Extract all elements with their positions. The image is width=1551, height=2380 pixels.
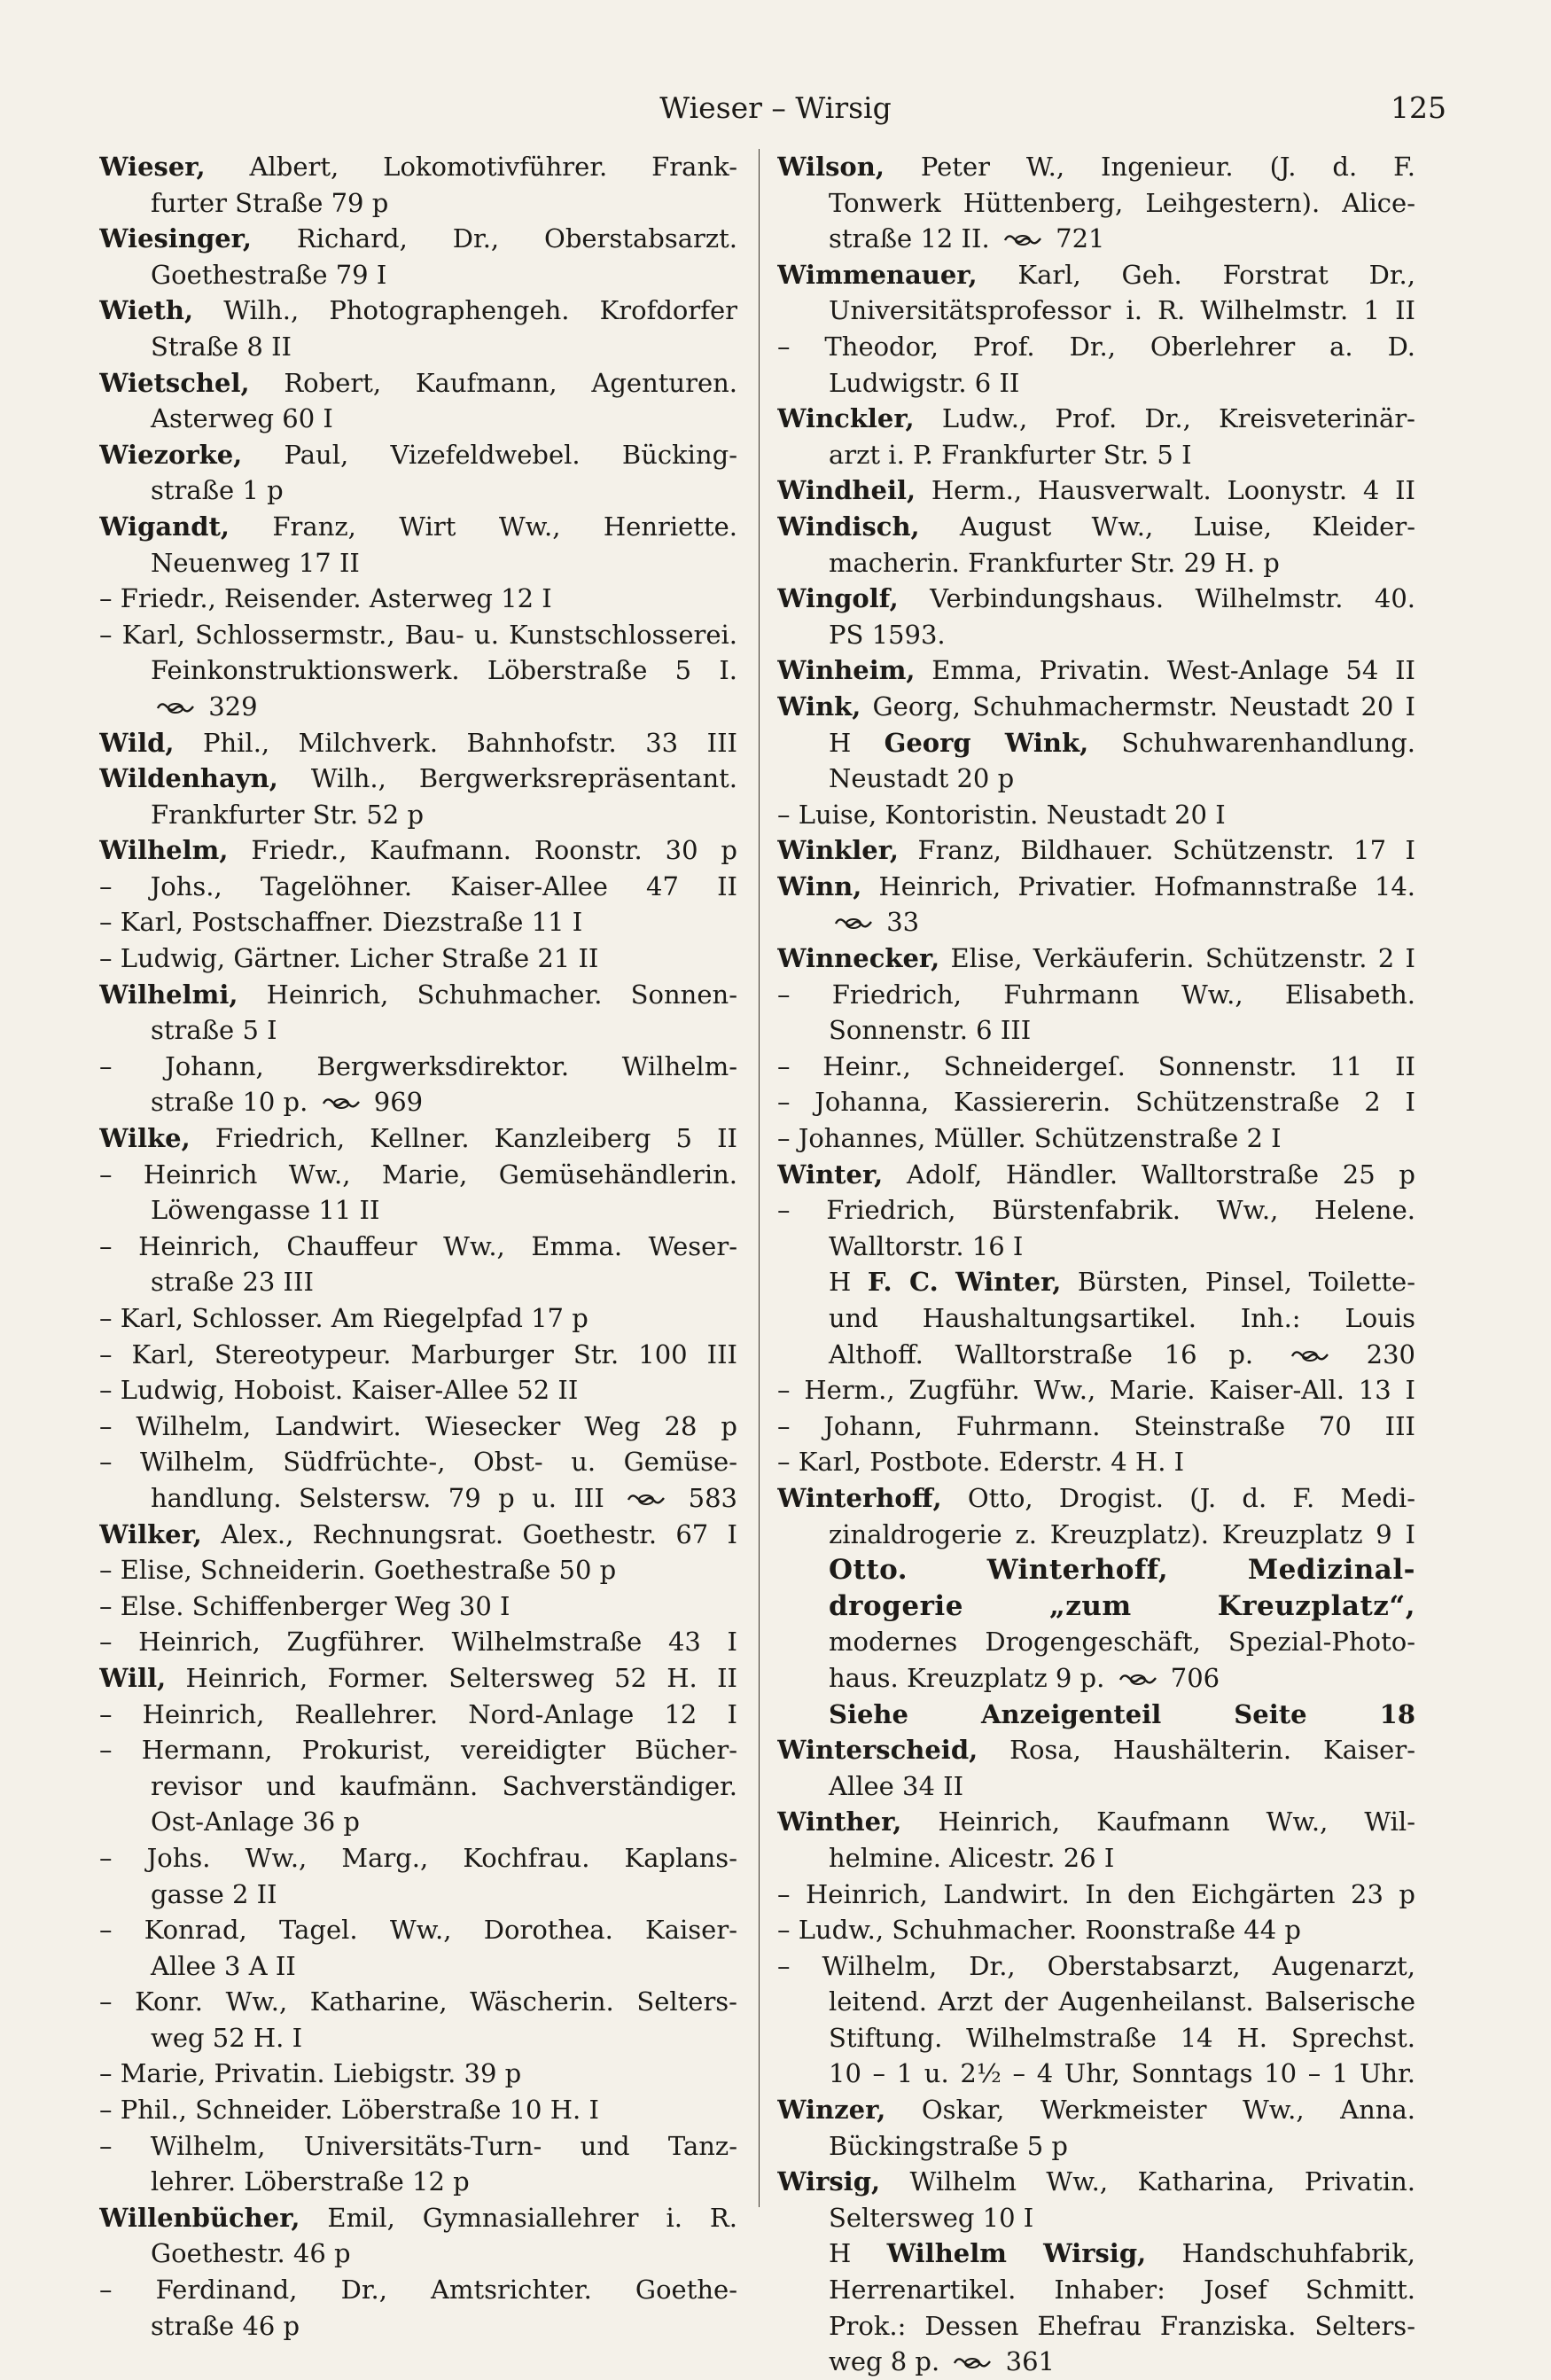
entry-line: Universitätsprofessor i. R. Wilhelmstr. 1 II <box>829 295 1415 326</box>
entry-line: Winther, Heinrich, Kaufmann Ww., Wil- <box>777 1806 1415 1838</box>
column-divider <box>759 149 760 2207</box>
entry-line: – Johs., Tagelöhner. Kaiser-Allee 47 II <box>99 870 737 901</box>
entry-line: weg 52 H. I <box>151 2022 303 2053</box>
page-number: 125 <box>1391 90 1446 125</box>
telephone-icon <box>627 1491 666 1509</box>
entry-line: Siehe Anzeigenteil Seite 18 <box>829 1698 1415 1729</box>
entry-line: zinaldrogerie z. Kreuzplatz). Kreuzplatz 9 I <box>829 1518 1415 1549</box>
entry-line: – Friedrich, Bürstenfabrik. Ww., Helene. <box>777 1195 1415 1226</box>
telephone-icon <box>834 915 873 932</box>
entry-line: – Heinrich Ww., Marie, Gemüsehändlerin. <box>99 1159 737 1190</box>
entry-line: – Karl, Postbote. Ederstr. 4 H. I <box>777 1447 1185 1478</box>
entry-line: – Karl, Postschaffner. Diezstraße 11 I <box>99 907 583 938</box>
right-column <box>777 149 1415 2380</box>
entry-line: – Johannes, Müller. Schützenstraße 2 I <box>777 1123 1282 1154</box>
entry-line: – Heinrich, Zugführer. Wilhelmstraße 43 I <box>99 1627 737 1658</box>
entry-line: – Ludwig, Gärtner. Licher Straße 21 II <box>99 943 599 974</box>
entry-line: Winkler, Franz, Bildhauer. Schützenstr. 17 I <box>777 835 1415 866</box>
entry-line: und Haushaltungsartikel. Inh.: Louis <box>829 1303 1415 1333</box>
entry-line: Otto. Winterhoff, Medizinal- <box>829 1554 1415 1587</box>
entry-line: Wild, Phil., Milchverk. Bahnhofstr. 33 III <box>99 727 737 758</box>
telephone-icon <box>156 699 195 717</box>
entry-line: Stiftung. Wilhelmstraße 14 H. Sprechst. <box>829 2022 1415 2053</box>
telephone-icon <box>322 1095 361 1112</box>
entry-line: Wieser, Albert, Lokomotivführer. Frank- <box>99 152 737 182</box>
left-column <box>99 149 737 2344</box>
entry-line: – Karl, Schlossermstr., Bau- u. Kunstschlosserei. <box>99 619 737 650</box>
entry-line: Wilker, Alex., Rechnungsrat. Goethestr. 67 I <box>99 1518 737 1549</box>
entry-line: – Ferdinand, Dr., Amtsrichter. Goethe- <box>99 2275 737 2306</box>
entry-line: – Theodor, Prof. Dr., Oberlehrer a. D. <box>777 331 1415 362</box>
entry-line: Löwengasse 11 II <box>151 1195 380 1226</box>
entry-line: handlung. Selstersw. 79 p u. III 583 <box>151 1482 737 1513</box>
entry-line: Bückingstraße 5 p <box>829 2130 1068 2161</box>
entry-line: Althoff. Walltorstraße 16 p. 230 <box>829 1338 1415 1369</box>
entry-line: – Wilhelm, Südfrüchte-, Obst- u. Gemüse- <box>99 1447 737 1478</box>
entry-line: straße 23 III <box>151 1267 314 1298</box>
entry-line: Wink, Georg, Schuhmachermstr. Neustadt 20 I <box>777 691 1415 722</box>
entry-line: Asterweg 60 I <box>151 403 333 434</box>
entry-line: drogerie „zum Kreuzplatz“, <box>829 1589 1415 1622</box>
entry-line: Will, Heinrich, Former. Seltersweg 52 H. II <box>99 1662 737 1693</box>
entry-line: haus. Kreuzplatz 9 p. 706 <box>829 1662 1220 1693</box>
entry-line: Wingolf, Verbindungshaus. Wilhelmstr. 40. <box>777 583 1415 614</box>
entry-line: Straße 8 II <box>151 331 292 362</box>
entry-line: Winzer, Oskar, Werkmeister Ww., Anna. <box>777 2095 1415 2126</box>
entry-line: Seltersweg 10 I <box>829 2202 1034 2233</box>
entry-line: – Else. Schiffenberger Weg 30 I <box>99 1590 511 1621</box>
entry-line: Winter, Adolf, Händler. Walltorstraße 25 p <box>777 1159 1415 1190</box>
entry-line: – Heinrich, Chauffeur Ww., Emma. Weser- <box>99 1230 737 1261</box>
entry-line: – Johs. Ww., Marg., Kochfrau. Kaplans- <box>99 1842 737 1873</box>
entry-line: Wiesinger, Richard, Dr., Oberstabsarzt. <box>99 223 737 254</box>
entry-line: Frankfurter Str. 52 p <box>151 799 425 830</box>
entry-line: modernes Drogengeschäft, Spezial-Photo- <box>829 1627 1415 1658</box>
entry-line: – Konr. Ww., Katharine, Wäscherin. Selters- <box>99 1986 737 2017</box>
entry-line: Wiezorke, Paul, Vizefeldwebel. Bücking- <box>99 439 737 470</box>
entry-line: – Wilhelm, Landwirt. Wiesecker Weg 28 p <box>99 1410 737 1441</box>
entry-line: straße 5 I <box>151 1015 277 1046</box>
entry-line: Allee 34 II <box>829 1770 964 1801</box>
entry-line: – Ludw., Schuhmacher. Roonstraße 44 p <box>777 1915 1301 1946</box>
entry-line: 33 <box>777 904 1415 940</box>
entry-line: Walltorstr. 16 I <box>829 1230 1024 1261</box>
entry-line: Windheil, Herm., Hausverwalt. Loonystr. 4 II <box>777 475 1415 506</box>
entry-line: – Johann, Bergwerksdirektor. Wilhelm- <box>99 1050 737 1081</box>
telephone-icon <box>1290 1347 1329 1365</box>
entry-line: Wilson, Peter W., Ingenieur. (J. d. F. <box>777 152 1415 182</box>
entry-line: arzt i. P. Frankfurter Str. 5 I <box>829 439 1192 470</box>
entry-line: – Heinrich, Reallehrer. Nord-Anlage 12 I <box>99 1698 737 1729</box>
entry-line: Wirsig, Wilhelm Ww., Katharina, Privatin. <box>777 2166 1415 2197</box>
entry-line: – Friedr., Reisender. Asterweg 12 I <box>99 583 552 614</box>
header-title: Wieser – Wirsig <box>659 90 892 125</box>
entry-line: straße 10 p. 969 <box>151 1087 424 1118</box>
entry-line: Wietschel, Robert, Kaufmann, Agenturen. <box>99 367 737 398</box>
entry-line: H Georg Wink, Schuhwarenhandlung. <box>829 727 1415 758</box>
entry-line: PS 1593. <box>829 619 946 650</box>
entry-line: leitend. Arzt der Augenheilanst. Balserische <box>829 1986 1415 2017</box>
entry-line: H F. C. Winter, Bürsten, Pinsel, Toilette- <box>829 1267 1415 1298</box>
entry-line: Ludwigstr. 6 II <box>829 367 1020 398</box>
entry-line: Winn, Heinrich, Privatier. Hofmannstraße 14. <box>777 870 1415 901</box>
entry-line: – Johanna, Kassiererin. Schützenstraße 2 I <box>777 1087 1415 1118</box>
entry-line: helmine. Alicestr. 26 I <box>829 1842 1115 1873</box>
entry-line: straße 46 p <box>151 2310 300 2341</box>
entry-line: – Karl, Schlosser. Am Riegelpfad 17 p <box>99 1303 588 1333</box>
entry-line: Winheim, Emma, Privatin. West-Anlage 54 II <box>777 655 1415 686</box>
entry-line: Neuenweg 17 II <box>151 547 360 578</box>
entry-line: Wieth, Wilh., Photographengeh. Krofdorfer <box>99 295 737 326</box>
entry-line: – Heinrich, Landwirt. In den Eichgärten 23 p <box>777 1878 1415 1909</box>
telephone-icon <box>1003 231 1042 249</box>
entry-line: – Marie, Privatin. Liebigstr. 39 p <box>99 2058 522 2089</box>
entry-line: – Elise, Schneiderin. Goethestraße 50 p <box>99 1555 617 1586</box>
entry-line: Tonwerk Hüttenberg, Leihgestern). Alice- <box>829 187 1415 218</box>
entry-line: – Wilhelm, Universitäts-Turn- und Tanz- <box>99 2130 737 2161</box>
entry-line: weg 8 p. 361 <box>829 2346 1056 2377</box>
entry-line: Allee 3 A II <box>151 1950 296 1981</box>
entry-line: gasse 2 II <box>151 1878 277 1909</box>
entry-line: Wilke, Friedrich, Kellner. Kanzleiberg 5 II <box>99 1123 737 1154</box>
entry-line: Prok.: Dessen Ehefrau Franziska. Selters- <box>829 2310 1415 2341</box>
entry-line: H Wilhelm Wirsig, Handschuhfabrik, <box>829 2238 1415 2269</box>
entry-line: – Ludwig, Hoboist. Kaiser-Allee 52 II <box>99 1375 579 1406</box>
entry-line: 10 – 1 u. 2½ – 4 Uhr, Sonntags 10 – 1 Uhr. <box>829 2058 1415 2089</box>
entry-line: furter Straße 79 p <box>151 187 389 218</box>
telephone-icon <box>1118 1671 1157 1689</box>
entry-line: Goethestraße 79 I <box>151 259 387 290</box>
entry-line: revisor und kaufmänn. Sachverständiger. <box>151 1770 737 1801</box>
running-header <box>105 87 1446 131</box>
entry-line: straße 12 II. 721 <box>829 223 1105 254</box>
entry-line: Goethestr. 46 p <box>151 2238 351 2269</box>
entry-line: Wilhelm, Friedr., Kaufmann. Roonstr. 30 p <box>99 835 737 866</box>
entry-line: – Heinr., Schneidergeſ. Sonnenstr. 11 II <box>777 1050 1415 1081</box>
entry-line: Willenbücher, Emil, Gymnasiallehrer i. R. <box>99 2202 737 2233</box>
entry-line: Wimmenauer, Karl, Geh. Forstrat Dr., <box>777 259 1415 290</box>
entry-line: – Herm., Zugführ. Ww., Marie. Kaiser-All. 13 I <box>777 1375 1415 1406</box>
entry-line: Ost-Anlage 36 p <box>151 1806 360 1838</box>
entry-line: – Wilhelm, Dr., Oberstabsarzt, Augenarzt, <box>777 1950 1415 1981</box>
entry-line: Wildenhayn, Wilh., Bergwerksrepräsentant. <box>99 763 737 794</box>
entry-line: – Phil., Schneider. Löberstraße 10 H. I <box>99 2095 599 2126</box>
entry-line: – Karl, Stereotypeur. Marburger Str. 100 III <box>99 1338 737 1369</box>
entry-line: Herrenartikel. Inhaber: Josef Schmitt. <box>829 2275 1415 2306</box>
entry-line: Sonnenstr. 6 III <box>829 1015 1032 1046</box>
telephone-icon <box>953 2354 992 2372</box>
entry-line: – Johann, Fuhrmann. Steinstraße 70 III <box>777 1410 1415 1441</box>
entry-line: macherin. Frankfurter Str. 29 H. p <box>829 547 1280 578</box>
entry-line: – Konrad, Tagel. Ww., Dorothea. Kaiser- <box>99 1915 737 1946</box>
entry-line: – Friedrich, Fuhrmann Ww., Elisabeth. <box>777 979 1415 1010</box>
entry-line: Winterscheid, Rosa, Haushälterin. Kaiser- <box>777 1735 1415 1766</box>
entry-line: Wigandt, Franz, Wirt Ww., Henriette. <box>99 511 737 542</box>
entry-line: – Hermann, Prokurist, vereidigter Bücher- <box>99 1735 737 1766</box>
entry-line: lehrer. Löberstraße 12 p <box>151 2166 470 2197</box>
entry-line: Wilhelmi, Heinrich, Schuhmacher. Sonnen- <box>99 979 737 1010</box>
entry-line: straße 1 p <box>151 475 284 506</box>
entry-line: Feinkonstruktionswerk. Löberstraße 5 I. <box>151 655 737 686</box>
entry-line: Windisch, August Ww., Luise, Kleider- <box>777 511 1415 542</box>
entry-line: Winterhoff, Otto, Drogist. (J. d. F. Medi- <box>777 1482 1415 1513</box>
entry-line: – Luise, Kontoristin. Neustadt 20 I <box>777 799 1226 830</box>
entry-line: Neustadt 20 p <box>829 763 1015 794</box>
entry-line: Winnecker, Elise, Verkäuferin. Schützenstr. 2 I <box>777 943 1415 974</box>
entry-line: Winckler, Ludw., Prof. Dr., Kreisveterinär- <box>777 403 1415 434</box>
entry-line: 329 <box>99 689 737 725</box>
